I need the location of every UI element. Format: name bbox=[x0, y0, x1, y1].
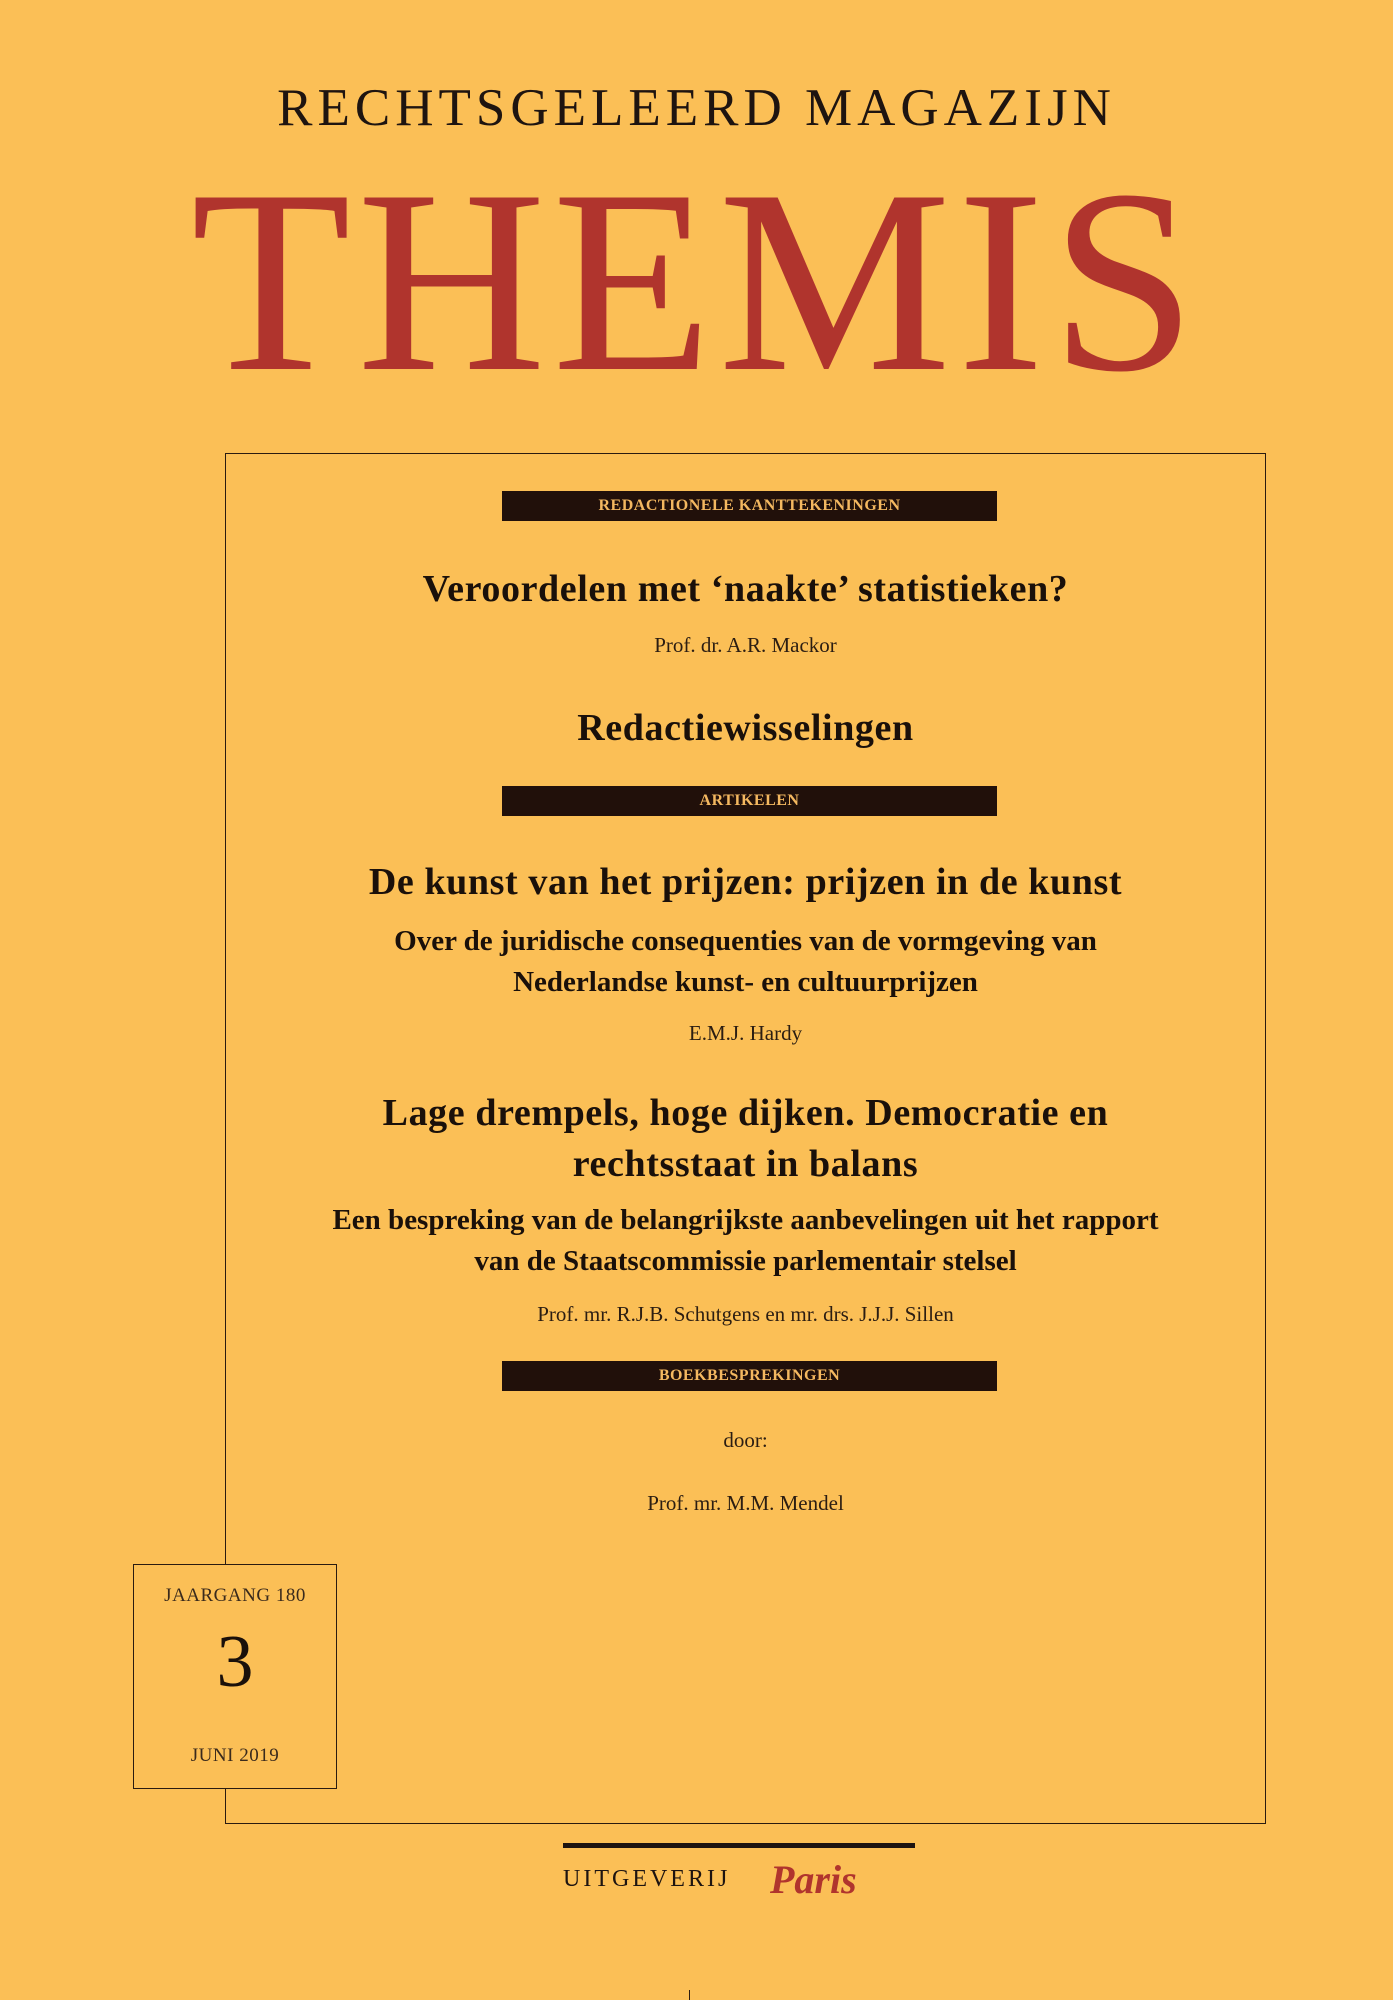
magazine-masthead: THEMIS bbox=[190, 136, 1203, 426]
author-schutgens-sillen: Prof. mr. R.J.B. Schutgens en mr. drs. J.J.J. Sillen bbox=[537, 1302, 954, 1326]
article-subtitle-line-2: Nederlandse kunst- en cultuurprijzen bbox=[513, 966, 978, 998]
article-title-lage-drempels-line-1: Lage drempels, hoge dijken. Democratie en bbox=[382, 1092, 1109, 1134]
issue-box bbox=[133, 1564, 337, 1789]
article-title-lage-drempels-line-2: rechtsstaat in balans bbox=[572, 1143, 919, 1185]
issue-volume: JAARGANG 180 bbox=[164, 1585, 306, 1606]
issue-number: 3 bbox=[216, 1621, 254, 1703]
article-subtitle-line-1: Een bespreking van de belangrijkste aanbevelingen uit het rapport bbox=[332, 1204, 1159, 1236]
publisher-prefix: UITGEVERIJ bbox=[563, 1866, 731, 1892]
item-title-redactiewisselingen: Redactiewisselingen bbox=[577, 707, 914, 749]
article-title-naakte-statistieken: Veroordelen met ‘naakte’ statistieken? bbox=[422, 568, 1069, 610]
publisher-logo bbox=[563, 1852, 915, 1902]
author-mackor: Prof. dr. A.R. Mackor bbox=[654, 633, 837, 657]
publisher-rule bbox=[563, 1843, 915, 1848]
author-mendel: Prof. mr. M.M. Mendel bbox=[647, 1491, 844, 1515]
trim-mark bbox=[689, 1990, 690, 2000]
article-title-kunst-van-het-prijzen: De kunst van het prijzen: prijzen in de kunst bbox=[368, 861, 1123, 903]
contents-frame bbox=[225, 453, 1266, 1824]
section-label-artikelen: ARTIKELEN bbox=[502, 786, 997, 816]
author-hardy: E.M.J. Hardy bbox=[688, 1021, 803, 1045]
section-label-redactioneel: REDACTIONELE KANTTEKENINGEN bbox=[502, 491, 997, 521]
article-subtitle-line-2: van de Staatscommissie parlementair stelsel bbox=[474, 1245, 1017, 1277]
publisher-name: Paris bbox=[770, 1857, 857, 1902]
issue-date: JUNI 2019 bbox=[190, 1745, 280, 1766]
section-label-boekbesprekingen: BOEKBESPREKINGEN bbox=[502, 1361, 997, 1391]
article-subtitle-line-1: Over de juridische consequenties van de vormgeving van bbox=[394, 925, 1097, 957]
magazine-kicker: RECHTSGELEERD MAGAZIJN bbox=[277, 79, 1116, 137]
reviews-by-label: door: bbox=[723, 1428, 768, 1452]
